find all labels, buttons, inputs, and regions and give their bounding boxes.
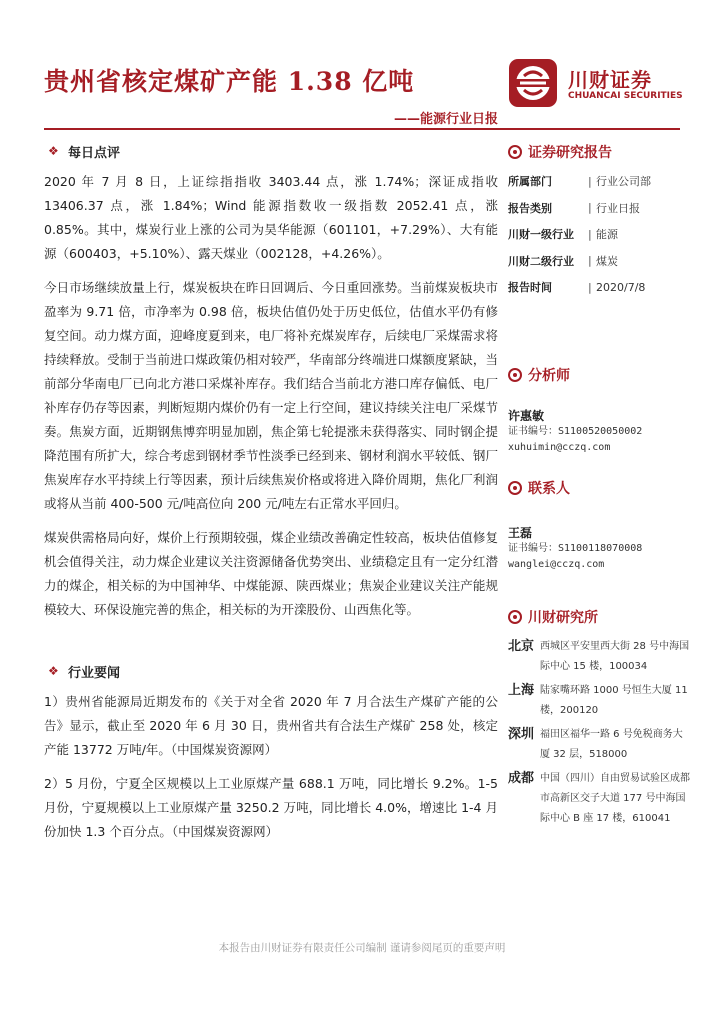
office-city: 成都 [508,770,535,786]
analyst-email[interactable]: xuhuimin@cczq.com [508,441,611,453]
report-info-row: 川财一级行业 | 能源 [508,227,618,242]
main-content [44,140,498,844]
contact-name: 王磊 [508,525,533,540]
logo-name-en: CHUANCAI SECURITIES [568,91,683,101]
report-info-row: 报告时间 | 2020/7/8 [508,280,646,295]
diamond-bullet-icon: ❖ [48,664,59,678]
analyst-cert: 证书编号：S1100520050002 [508,425,643,437]
company-logo [508,58,683,108]
sidebar-section-title: 联系人 [528,480,570,497]
office-address: 中国（四川）自由贸易试验区成都市高新区交子大道 177 号中海国际中心 B 座 17 楼，610041 [540,772,690,824]
contact-cert: 证书编号：S1100118070008 [508,542,643,554]
office-address: 福田区福华一路 6 号免税商务大厦 32 层，518000 [540,728,683,760]
info-value: 行业公司部 [596,175,651,189]
header-divider [44,128,680,130]
news-item: 2）5 月份，宁夏全区规模以上工业原煤产量 688.1 万吨，同比增长 9.2%。1-5 月份，宁夏规模以上工业原煤产量 3250.2 万吨，同比增长 4.0%，增速比 1-4 月份加快 1.3 个百分点。（中国煤炭资源网） [44,776,498,839]
daily-comment-paragraph: 煤炭供需格局向好，煤价上行预期较强，煤企业绩改善确定性较高，板块估值修复机会值得关注，动力煤企业建议关注资源储备优势突出、业绩稳定且有一定分红潜力的煤企，相关标的为中国神华、中煤能源、陕西煤业；焦炭企业建议关注产能规模较大、环保设施完善的焦企，相关标的为开滦股份、山西焦化等。 [44,530,498,617]
office-entry [508,769,694,829]
report-info-row: 川财二级行业 | 煤炭 [508,254,618,268]
contact-email[interactable]: wanglei@cczq.com [508,558,605,570]
office-city: 深圳 [508,726,535,742]
diamond-bullet-icon: ❖ [48,144,59,158]
circle-bullet-icon [508,145,522,159]
news-item: 1）贵州省能源局近期发布的《关于对全省 2020 年 7 月合法生产煤矿产能的公告》显示，截止至 2020 年 6 月 30 日，贵州省共有合法生产煤矿 258 处，核定产能 13772 万吨/年。（中国煤炭资源网） [44,694,498,757]
office-city: 上海 [508,682,535,698]
office-entry [508,637,694,677]
sidebar-section-title: 分析师 [528,367,570,384]
sidebar-section-title: 川财研究所 [528,609,598,626]
info-label: 报告类别 [508,201,552,215]
circle-bullet-icon [508,610,522,624]
info-value: 能源 [596,228,618,242]
report-subtitle: ——能源行业日报 [393,112,498,127]
contact-heading [508,476,694,500]
info-label: 所属部门 [508,175,552,189]
chuancai-logo-icon [508,58,558,108]
info-label: 报告时间 [508,281,552,295]
info-label: 川财一级行业 [508,228,574,242]
section-title: 行业要闻 [68,665,121,681]
office-address: 西城区平安里西大街 28 号中海国际中心 15 楼，100034 [540,640,690,672]
report-info-heading [508,140,694,164]
circle-bullet-icon [508,481,522,495]
footer-disclaimer: 本报告由川财证券有限责任公司编制 谨请参阅尾页的重要声明 [218,942,506,954]
office-entry [508,681,694,721]
office-city: 北京 [508,638,535,654]
circle-bullet-icon [508,368,522,382]
info-value: 行业日报 [596,201,640,215]
office-address: 陆家嘴环路 1000 号恒生大厦 11 楼，200120 [540,684,688,716]
sidebar-section-title: 证券研究报告 [528,145,612,161]
analyst-heading [508,363,694,387]
daily-comment-paragraph: 今日市场继续放量上行，煤炭板块在昨日回调后、今日重回涨势。当前煤炭板块市盈率为 9.71 倍，市净率为 0.98 倍，板块估值仍处于历史低位，估值水平仍有修复空间。动力煤方面，迎峰度夏到来，电厂将补充煤炭库存，后续电厂采煤需求将持续释放。受制于当前进口煤政策仍相对较严，华南部分终端进口煤额度紧缺，当前部分华南电厂已向北方港口采煤补库存。我们结合当前北方港口库存偏低、电厂补库存仍存等因素，判断短期内煤价仍有一定上行空间，建议持续关注电厂采煤节奏。焦炭方面，近期钢焦博弈明显加剧，焦企第七轮提涨未获得落实、同时钢企提降范围有所扩大，综合考虑到钢材季节性淡季已经到来、钢材利润水平较低、钢厂焦炭库存水平持续上行等因素，预计后续焦炭价格或将进入降价周期，焦化厂利润或将从当前 400-500 元/吨高位向 200 元/吨左右正常水平回归。 [44,280,498,511]
info-label: 川财二级行业 [508,254,574,268]
info-value: 2020/7/8 [596,280,646,294]
daily-comment-heading [48,140,498,162]
analyst-name: 许惠敏 [508,408,545,423]
office-entry [508,725,694,765]
sidebar [508,140,694,829]
institute-heading [508,605,694,629]
info-value: 煤炭 [596,254,618,268]
report-info-row: 所属部门 | 行业公司部 [508,174,651,189]
report-title: 贵州省核定煤矿产能 1.38 亿吨 [44,67,415,96]
section-title: 每日点评 [68,145,121,161]
report-info-row: 报告类别 | 行业日报 [508,201,640,215]
industry-news-heading [48,660,498,682]
logo-name-cn: 川财证券 [568,68,652,92]
daily-comment-paragraph: 2020 年 7 月 8 日，上证综指指收 3403.44 点，涨 1.74%；深证成指收 13406.37 点，涨 1.84%；Wind 能源指数收一级指数 2052.41 点，涨 0.85%。其中，煤炭行业上涨的公司为昊华能源（601101，+7.29%）、大有能源（600403，+5.10%）、露天煤业（002128，+4.26%）。 [44,174,498,261]
